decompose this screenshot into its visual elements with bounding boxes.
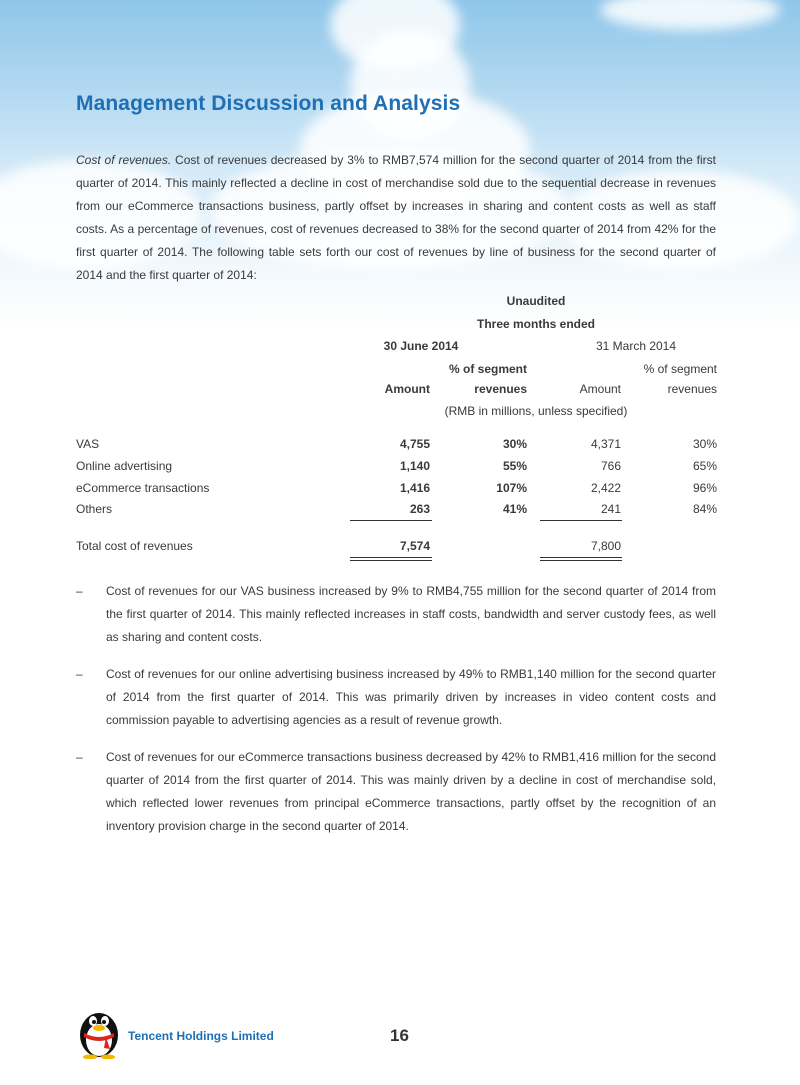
subheader-pct-q1-bottom: revenues <box>667 382 717 396</box>
intro-text: Cost of revenues decreased by 3% to RMB7,574 million for the second quarter of 2014 from the first quarter of 2014. This mainly reflected a decline in cost of merchandise sold due to the sequential decrease in revenues from our eCommerce transactions business, partly offset by increases in sharing and content costs as well as staff costs. As a percentage of revenues, cost of revenues decreased to 38% for the second quarter of 2014 from 42% for the first quarter of 2014. The following table sets forth our cost of revenues by line of business for the second quarter of 2014 and the first quarter of 2014: <box>76 153 716 282</box>
bullet-text: Cost of revenues for our eCommerce transactions business decreased by 42% to RMB1,416 million for the second quarter of 2014 from the first quarter of 2014. This was mainly driven by a decline in cost of merchandise sold, which reflected lower revenues from principal eCommerce transactions, partly offset by the recognition of an inventory provision charge in the second quarter of 2014. <box>106 750 716 833</box>
list-item <box>76 663 716 732</box>
row-pct-q2: 55% <box>502 459 527 473</box>
company-name: Tencent Holdings Limited <box>128 1029 274 1043</box>
row-pct-q2: 107% <box>496 481 527 495</box>
bullet-text: Cost of revenues for our VAS business increased by 9% to RMB4,755 million for the second quarter of 2014 from the first quarter of 2014. This mainly reflected increases in staff costs, bandwidth and server custody fees, as well as sharing and content costs. <box>106 584 716 644</box>
row-amount-q2: 263 <box>409 502 430 516</box>
subheader-pct-q1-top: % of segment <box>643 362 717 376</box>
bullet-list <box>76 580 716 852</box>
subheader-pct-q2-bottom: revenues <box>474 382 527 396</box>
intro-lead: Cost of revenues. <box>76 153 172 167</box>
subheader-amount-q1: Amount <box>579 382 621 396</box>
total-double-rule-q1 <box>540 560 622 561</box>
subheader-pct-q2-top: % of segment <box>448 362 527 376</box>
units-note: (RMB in millions, unless specified) <box>444 404 628 418</box>
header-unaudited: Unaudited <box>506 294 566 308</box>
row-label: Others <box>76 502 113 516</box>
page-title: Management Discussion and Analysis <box>76 92 461 115</box>
total-amount-q2: 7,574 <box>399 539 430 553</box>
subtotal-rule-q1 <box>540 520 622 521</box>
intro-paragraph <box>76 149 716 287</box>
row-label: Online advertising <box>76 459 173 473</box>
row-pct-q1: 84% <box>692 502 717 516</box>
row-amount-q1: 4,371 <box>590 437 621 451</box>
row-pct-q2: 30% <box>502 437 527 451</box>
total-label: Total cost of revenues <box>76 539 193 553</box>
total-amount-q1: 7,800 <box>590 539 621 553</box>
dash-marker: – <box>76 584 83 598</box>
list-item <box>76 580 716 649</box>
row-pct-q2: 41% <box>502 502 527 516</box>
col-group-q2: 30 June 2014 <box>383 339 459 353</box>
total-double-rule-q2 <box>350 560 432 561</box>
subtotal-rule-q2 <box>350 520 432 521</box>
subheader-amount-q2: Amount <box>384 382 430 396</box>
row-amount-q2: 1,140 <box>399 459 430 473</box>
dash-marker: – <box>76 667 83 681</box>
row-pct-q1: 96% <box>692 481 717 495</box>
row-label: VAS <box>76 437 100 451</box>
row-pct-q1: 65% <box>692 459 717 473</box>
header-period: Three months ended <box>476 317 595 331</box>
list-item <box>76 746 716 838</box>
cost-of-revenues-table <box>76 290 718 565</box>
row-pct-q1: 30% <box>692 437 717 451</box>
row-amount-q1: 241 <box>600 502 621 516</box>
col-group-q1: 31 March 2014 <box>595 339 677 353</box>
row-amount-q1: 2,422 <box>590 481 621 495</box>
total-double-rule-q1 <box>540 557 622 558</box>
total-double-rule-q2 <box>350 557 432 558</box>
bullet-text: Cost of revenues for our online advertising business increased by 49% to RMB1,140 million for the second quarter of 2014 from the first quarter of 2014. This was primarily driven by increases in video content costs and commission payable to advertising agencies as a result of revenue growth. <box>106 667 716 727</box>
page-number: 16 <box>390 1026 409 1045</box>
row-amount-q2: 4,755 <box>399 437 430 451</box>
row-amount-q1: 766 <box>600 459 621 473</box>
row-label: eCommerce transactions <box>76 481 210 495</box>
penguin-icon <box>76 1003 122 1059</box>
row-amount-q2: 1,416 <box>399 481 430 495</box>
dash-marker: – <box>76 750 83 764</box>
cloud-shape <box>600 0 780 30</box>
